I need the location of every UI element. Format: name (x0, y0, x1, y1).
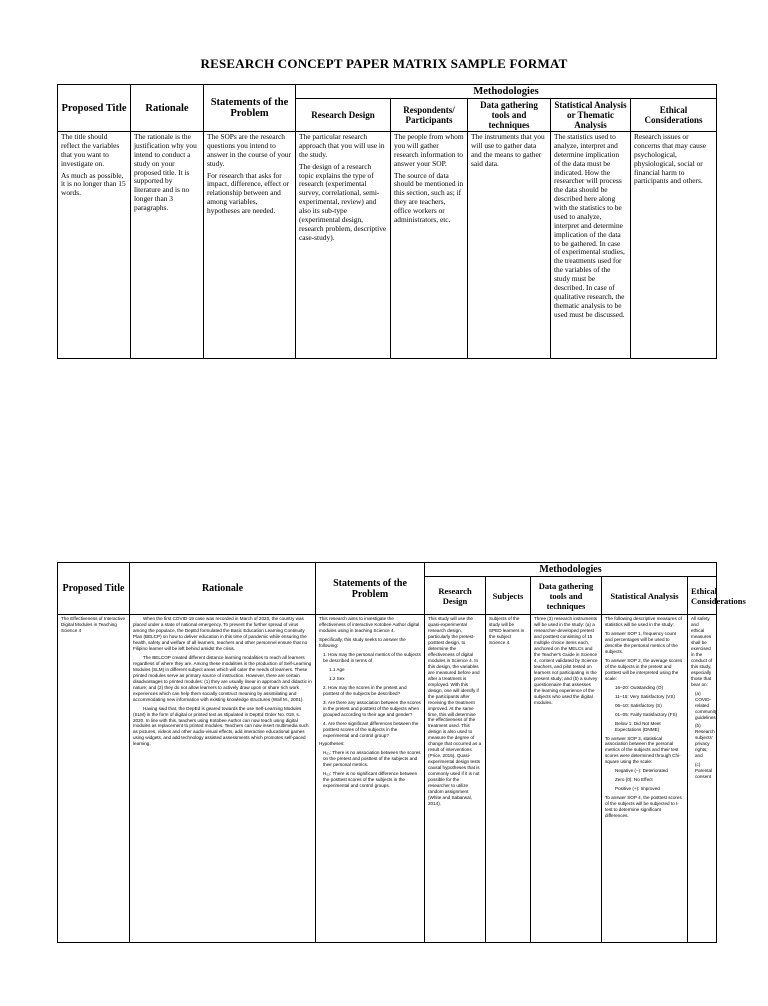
cell-statistical: The following descriptive measures of statistics will be used in the study: To answer SOP 1, frequency count and percentages will be used to describe the personal metrics of the subjects. To answer SOP 2, the average scores of the subjects in the pretest and posttest will be interpreted using the scale: 16–20: Outstanding (O) 11–15: Very Satisfactory (VS) 06–10: Satisfactory (S) 01–05: Fairly Satisfactory (FS) Below 1: Did Not Meet Expectations (DNME) To answer SOP 3, statistical association between the personal metrics of the subjects and their test scores were determined through Chi-square using the scale: Negative (–): Deteriorated Zero (0): No Effect Positive (+): Improved To answer SOP 4, the posttest scores of the subjects will be subjected to t-test to determine significant differences. (602, 615, 688, 943)
header-research-design: Research Design (296, 99, 391, 132)
cell-rationale: When the first COVID-19 case was recorded in March of 2020, the country was placed under a state of national emergency. To prevent the further spread of virus among the populace, the DepEd formulated the Basic Education Learning Continuity Plan (BELCP) on how to deliver education in this time of pandemic while ensuring the health, safety and welfare of all learners, teachers and other personnel ensure that no Filipino learner will be left behind amidst the crisis. The BELCOP created different distance learning modalities to reach all learners regardless of where they are. Among these modalities is the production of Self-Learning Modules (SLM) in different subject areas which will cater the needs of learners. These printed modules serve as primary source of instruction. However, there are certain disadvantages to printed modules: (1) they are usually linear in approach and didactic in nature; and (2) they do not allow learners to actively draw upon or share rich work experiences which can help them socially construct meaning by assimilating and accommodating new information with existing knowledge structures (Wall M., 2001). Having said that, the DepEd is geared towards the use Self-Learning Modules (SLM) in the form of digital or printed text as stipulated in DepEd Order No. 019, s. 2020. In line with this, teachers using Kotobee Author can now teach using digital modules as replacement to printed modules. Teachers can now insert multimedia such as pictures, videos and other audio-visual effects, add interactive educational games using widgets, and add technology assisted assessments which promotes self-paced learning. (130, 615, 316, 943)
cell-sop: The SOPs are the research questions you intend to answer in the course of your study. For research that asks for impact, difference, effect or relationship between and among variables, hypotheses are needed. (204, 132, 296, 359)
header-data-gathering: Data gathering tools and techniques (468, 99, 551, 132)
matrix-table-sample (57, 562, 746, 943)
header-respondents: Respondents/ Participants (391, 99, 468, 132)
cell-data-gathering: Three (3) research instruments will be used in the study: (a) a researcher-developed pretest and posttest consisting of 15 multiple choice items each, anchored on the MELCs and the Teacher's Guide in Science 4, content validated by Science teachers, and pilot tested on learners not participating in the present study; and (b) a survey questionnaire that assesses the learning experience of the subjects who used the digital modules. (531, 615, 602, 943)
header-rationale: Rationale (131, 85, 204, 132)
cell-research-design: The particular research approach that you will use in the study. The design of a research topic explains the type of research (experimental survey, correlational, semi-experimental, review) and also its sub-type (experimental design, research problem, descriptive case-study). (296, 132, 391, 359)
cell-rationale: The rationale is the justification why you intend to conduct a study on your proposed title. It is supported by literature and is no longer than 3 paragraphs. (131, 132, 204, 359)
cell-ethical: Research issues or concerns that may cause psychological, physiological, social or financial harm to participants and others. (631, 132, 717, 359)
cell-data-gathering: The instruments that you will use to gather data and the means to gather said data. (468, 132, 551, 359)
header-methodologies: Methodologies (296, 85, 717, 99)
cell-respondents: The people from whom you will gather research information to answer your SOP. The source of data should be mentioned in this section, such as; if they are teachers, office workers or administrators, etc. (391, 132, 468, 359)
header-proposed-title: Proposed Title (58, 85, 131, 132)
cell-statistical: The statistics used to analyze, interpret and determine implication of the data must be indicated. How the researcher will process the data should be described here along with the statistics to be used to analyze, interpret and determine implication of the data to be gathered. In case of experimental studies, the treatments used for the variables of the study must be described. In case of qualitative research, the thematic analysis to be used must be discussed. (551, 132, 631, 359)
header-ethical: Ethical Considerations (688, 577, 717, 615)
cell-subjects: Subjects of the study will be SPED learners in the subject Science 4. (486, 615, 531, 943)
cell-proposed-title: The title should reflect the variables that you want to investigate on. As much as possible, it is no longer than 15 words. (58, 132, 131, 359)
header-sop: Statements of the Problem (316, 563, 425, 615)
document-title: RESEARCH CONCEPT PAPER MATRIX SAMPLE FORMAT (200, 56, 568, 71)
cell-research-design: This study will use the quasi-experimental research design, particularly the pretest-posttest design, to determine the effectiveness of digital modules in Science 4. In this design, the variables are measured before and after a treatment is employed. With this design, one will identify if the participants after receiving the treatment improved. At the same time, this will determine the effectiveness of the treatment used. This design is also used to measure the degree of change that occurred as a result of interventions (Price, 2015). Quasi-experimental design tests causal hypotheses that is commonly used if it is not possible for the researcher to utilize random assignment (White and Sabarwal, 2014). (425, 615, 486, 943)
cell-ethical: All safety and ethical measures shall be exercised in the conduct of this study, especially those that bear on: (a) COVID-related community guidelines; (b) Research subjects' privacy rights; and (c) Parental consent (688, 615, 717, 943)
header-statistical: Statistical Analysis (602, 577, 688, 615)
cell-sop: This research aims to investigate the effectiveness of interactive Kotobee Author digital modules using in teaching Science 4. Specifically, this study seeks to answer the following: 1. How may the personal metrics of the subjects be described in terms of 1.1 Age 1.2 Sex 2. How may the scores in the pretest and posttest of the subjects be described? 3. Are there any association between the scores in the pretest and posttest of the subjects when grouped according to their age and gender? 4. Are there significant differences between the posttest scores of the subjects in the experimental and control group? Hypotheses: H₀₁: There is no association between the scores on the pretest and posttest of the subjects and their personal metrics. H₀₂: There is no significant difference between the posttest scores of the subjects in the experimental and control groups. (316, 615, 425, 943)
cell-proposed-title: The Effectiveness of Interactive Digital Modules in Teaching Science 4 (58, 615, 130, 943)
header-ethical: Ethical Considerations (631, 99, 717, 132)
header-sop: Statements of the Problem (204, 85, 296, 132)
header-proposed-title: Proposed Title (58, 563, 130, 615)
header-statistical: Statistical Analysis or Thematic Analysis (551, 99, 631, 132)
header-subjects: Subjects (486, 577, 531, 615)
header-data-gathering: Data gathering tools and techniques (531, 577, 602, 615)
matrix-table-format (57, 84, 717, 359)
header-research-design: Research Design (425, 577, 486, 615)
header-rationale: Rationale (130, 563, 316, 615)
header-methodologies: Methodologies (425, 563, 717, 577)
